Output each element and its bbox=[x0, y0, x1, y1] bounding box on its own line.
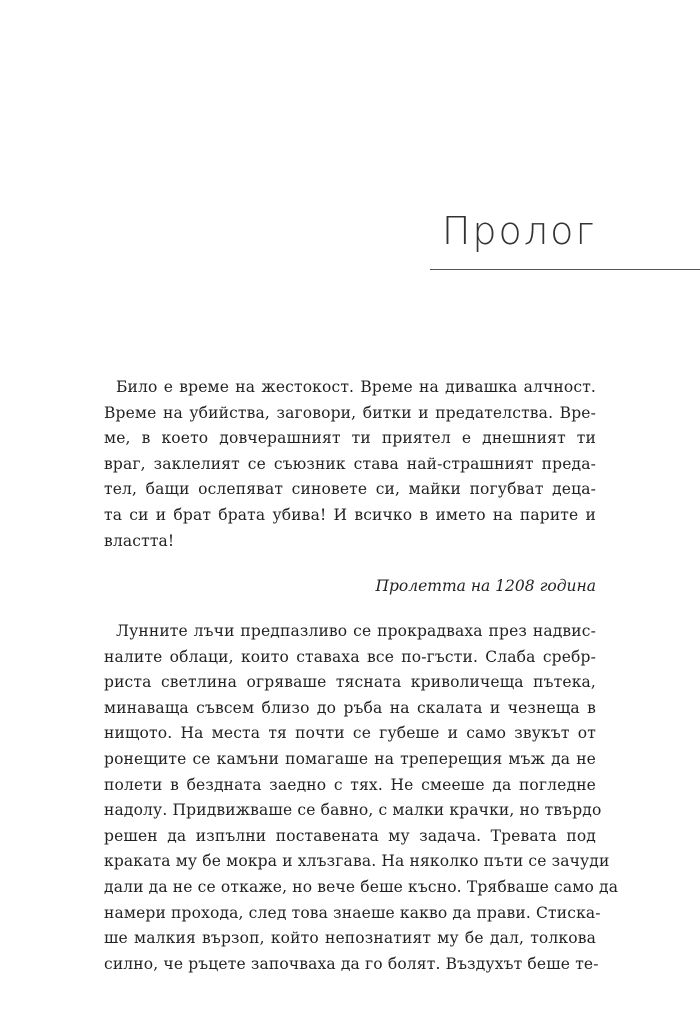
text-line: Било е време на жестокост. Време на дивашка алчност. bbox=[116, 378, 596, 396]
text-line: Време на убийства, заговори, битки и предателства. Вре- bbox=[104, 403, 596, 422]
text-line: дали да не се откаже, но вече беше късно. Трябваше само да bbox=[104, 877, 619, 896]
text-line: ше малкия вързоп, който непознатият му бе дал, толкова bbox=[104, 929, 596, 948]
text-line: краката му бе мокра и хлъзгава. На няколко пъти се зачуди bbox=[104, 852, 610, 871]
text-line: намери прохода, след това знаеше какво да прави. Стиска- bbox=[104, 903, 601, 922]
text-line: ронещите се камъни помагаше на треперещия мъж да не bbox=[104, 749, 596, 768]
text-line: ме, в което довчерашният ти приятел е днешният ти bbox=[104, 429, 596, 448]
text-line: властта! bbox=[104, 531, 175, 550]
text-line: враг, заклелият се съюзник става най-страшният преда- bbox=[104, 454, 596, 473]
text-line: тел, бащи ослепяват синовете си, майки погубват деца- bbox=[104, 480, 596, 499]
text-line: силно, че ръцете започваха да го болят. Въздухът беше те- bbox=[104, 954, 599, 973]
opening-paragraph bbox=[104, 375, 596, 554]
text-line: налите облаци, които ставаха все по-гъсти. Слаба сребр- bbox=[104, 647, 596, 666]
text-line: Лунните лъчи предпазливо се прокрадваха през надвис- bbox=[116, 622, 596, 640]
text-line: нищото. На места тя почти се губеше и само звукът от bbox=[104, 724, 596, 743]
text-line: надолу. Придвижваше се бавно, с малки крачки, но твърдо bbox=[104, 801, 602, 820]
chapter-title: Пролог bbox=[441, 209, 596, 253]
text-line: та си и брат брата убива! И всичко в името на парите и bbox=[104, 505, 596, 524]
text-line: риста светлина огряваше тясната криволичеща пътека, bbox=[104, 673, 596, 692]
dateline: Пролетта на 1208 година bbox=[375, 577, 596, 595]
text-line: минаваща съвсем близо до ръба на скалата и чезнеща в bbox=[104, 698, 596, 717]
text-line: полети в бездната заедно с тях. Не смееше да погледне bbox=[104, 775, 596, 794]
title-underline-rule bbox=[430, 269, 700, 270]
narrative-paragraph bbox=[104, 619, 619, 977]
text-line: решен да изпълни поставената му задача. Тревата под bbox=[104, 826, 596, 845]
